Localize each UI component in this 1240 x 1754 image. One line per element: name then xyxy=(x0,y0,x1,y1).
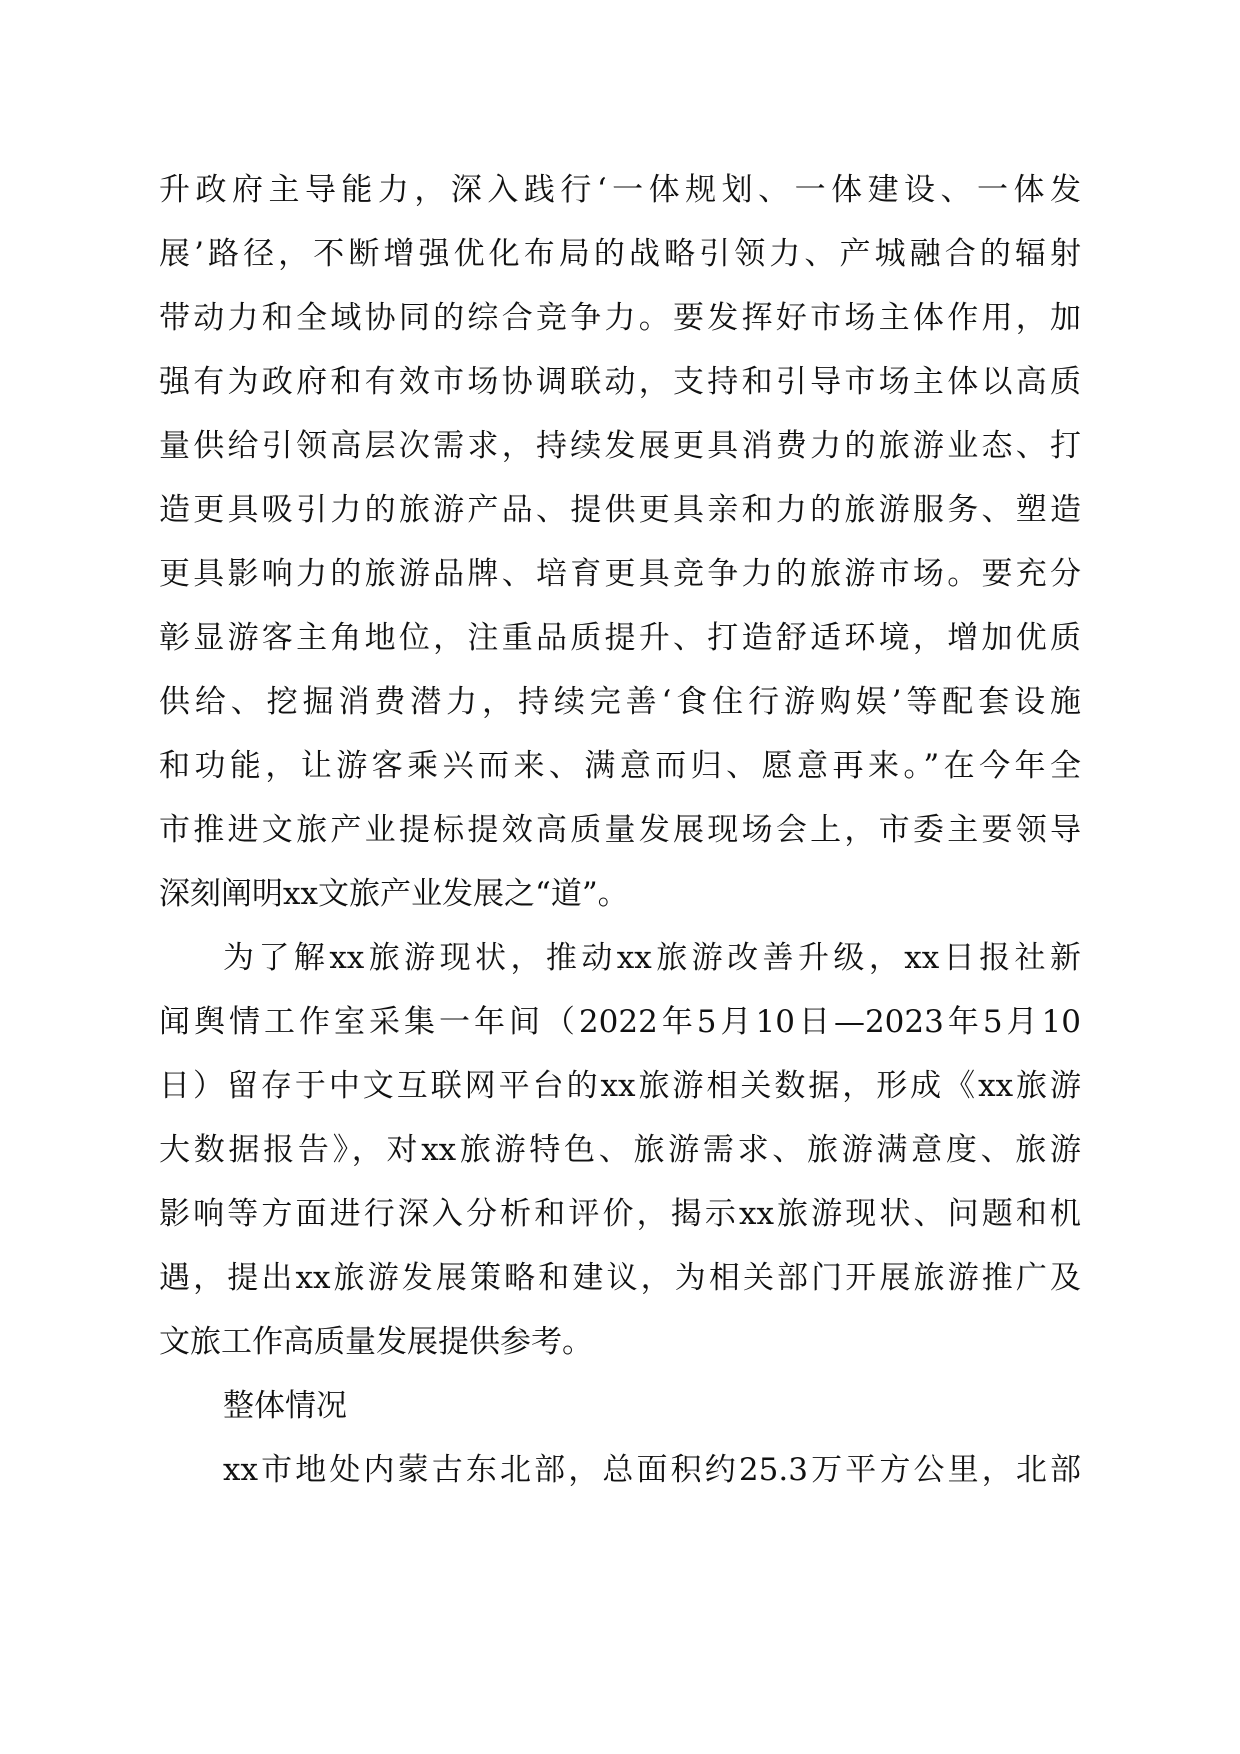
text-line: 遇，提出xx旅游发展策略和建议，为相关部门开展旅游推广及 xyxy=(159,1260,1081,1296)
text-line: 强有为政府和有效市场协调联动，支持和引导市场主体以高质 xyxy=(159,364,1081,400)
text-line: 深刻阐明xx文旅产业发展之“道”。 xyxy=(159,876,629,912)
text-line: 带动力和全域协同的综合竞争力。要发挥好市场主体作用，加 xyxy=(159,300,1081,336)
text-line: 彰显游客主角地位，注重品质提升、打造舒适环境，增加优质 xyxy=(159,620,1081,656)
paragraph-2 xyxy=(159,926,1081,1374)
text-line: xx市地处内蒙古东北部，总面积约25.3万平方公里，北部 xyxy=(223,1452,1081,1488)
section-heading-block xyxy=(159,1374,1081,1438)
text-line: 市推进文旅产业提标提效高质量发展现场会上，市委主要领导 xyxy=(159,812,1081,848)
text-line: 闻舆情工作室采集一年间（2022年5月10日—2023年5月10 xyxy=(159,1004,1081,1040)
text-line: 升政府主导能力，深入践行‘一体规划、一体建设、一体发 xyxy=(159,172,1081,208)
text-line: 文旅工作高质量发展提供参考。 xyxy=(159,1324,593,1360)
text-line: 供给、挖掘消费潜力，持续完善‘食住行游购娱’等配套设施 xyxy=(159,684,1081,720)
text-line: 造更具吸引力的旅游产品、提供更具亲和力的旅游服务、塑造 xyxy=(159,492,1081,528)
section-heading: 整体情况 xyxy=(223,1388,347,1424)
text-line: 日）留存于中文互联网平台的xx旅游相关数据，形成《xx旅游 xyxy=(159,1068,1081,1104)
paragraph-3 xyxy=(159,1438,1081,1502)
text-line: 和功能，让游客乘兴而来、满意而归、愿意再来。”在今年全 xyxy=(159,748,1081,784)
text-line: 展’路径，不断增强优化布局的战略引领力、产城融合的辐射 xyxy=(159,236,1081,272)
paragraph-1 xyxy=(159,158,1081,926)
text-line: 大数据报告》，对xx旅游特色、旅游需求、旅游满意度、旅游 xyxy=(159,1132,1081,1168)
text-line: 为了解xx旅游现状，推动xx旅游改善升级，xx日报社新 xyxy=(223,940,1081,976)
text-line: 量供给引领高层次需求，持续发展更具消费力的旅游业态、打 xyxy=(159,428,1081,464)
text-line: 更具影响力的旅游品牌、培育更具竞争力的旅游市场。要充分 xyxy=(159,556,1081,592)
text-line: 影响等方面进行深入分析和评价，揭示xx旅游现状、问题和机 xyxy=(159,1196,1081,1232)
